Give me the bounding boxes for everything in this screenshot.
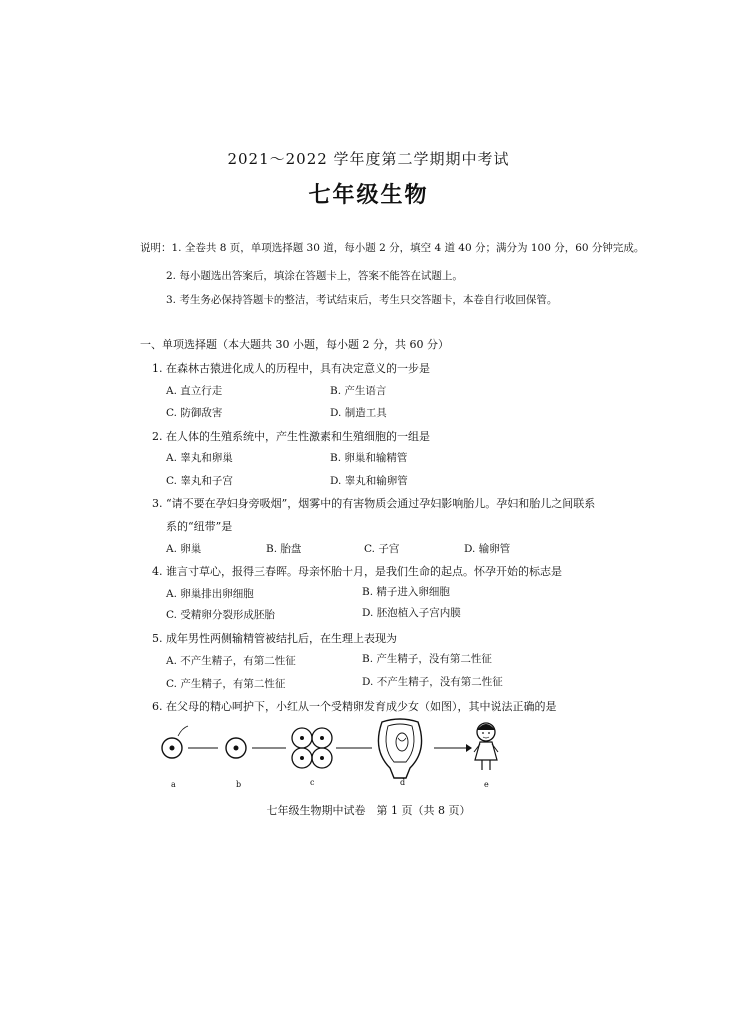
question-1-option-c: C. 防御敌害 (166, 407, 223, 419)
stage-a-egg-icon (162, 726, 188, 758)
question-3-option-a: A. 卵巢 (166, 543, 202, 555)
exam-title: 2021～2022 学年度第二学期期中考试 (227, 150, 510, 168)
question-5-option-d: D. 不产生精子，没有第二性征 (362, 676, 503, 688)
question-2-option-b: B. 卵巢和输精管 (330, 452, 408, 464)
section-heading: 一、单项选择题（本大题共 30 小题，每小题 2 分，共 60 分） (140, 338, 449, 351)
page-footer: 七年级生物期中试卷 第 1 页（共 8 页） (266, 804, 471, 817)
figure-label-a: a (171, 780, 176, 789)
question-4-option-b: B. 精子进入卵细胞 (362, 586, 450, 598)
instruction-line-1: 说明：1. 全卷共 8 页，单项选择题 30 道，每小题 2 分，填空 4 道 40 分；满分为 100 分，60 分钟完成。 (140, 242, 645, 254)
figure-label-d: d (400, 778, 406, 787)
instruction-line-2: 2. 每小题选出答案后，填涂在答题卡上，答案不能答在试题上。 (166, 270, 463, 282)
development-diagram (150, 714, 510, 794)
question-5-option-b: B. 产生精子，没有第二性征 (362, 653, 492, 665)
figure-label-e: e (484, 780, 489, 789)
question-1-stem: 1. 在森林古猿进化成人的历程中，具有决定意义的一步是 (152, 362, 430, 375)
figure-label-c: c (310, 778, 315, 787)
subject-title: 七年级生物 (308, 182, 429, 208)
question-3-option-c: C. 子宫 (364, 543, 400, 555)
instruction-line-3: 3. 考生务必保持答题卡的整洁，考试结束后，考生只交答题卡，本卷自行收回保管。 (166, 294, 558, 306)
stage-d-fetus-icon (378, 719, 421, 778)
question-1-option-b: B. 产生语言 (330, 385, 387, 397)
question-4-option-c: C. 受精卵分裂形成胚胎 (166, 609, 275, 621)
question-3-option-b: B. 胎盘 (266, 543, 302, 555)
question-2-option-a: A. 睾丸和卵巢 (166, 452, 233, 464)
figure-label-b: b (236, 780, 242, 789)
question-3-stem-continued: 系的“纽带”是 (166, 520, 233, 533)
question-4-option-a: A. 卵巢排出卵细胞 (166, 588, 254, 600)
stage-e-girl-icon (474, 723, 498, 770)
question-1-option-d: D. 制造工具 (330, 407, 387, 419)
question-5-option-c: C. 产生精子，有第二性征 (166, 678, 286, 690)
question-2-option-d: D. 睾丸和输卵管 (330, 475, 408, 487)
stage-b-zygote-icon (226, 738, 246, 758)
question-2-option-c: C. 睾丸和子宫 (166, 475, 233, 487)
question-4-stem: 4. 谁言寸草心，报得三春晖。母亲怀胎十月，是我们生命的起点。怀孕开始的标志是 (152, 565, 562, 578)
question-4-option-d: D. 胚泡植入子宫内膜 (362, 607, 461, 619)
question-1-option-a: A. 直立行走 (166, 385, 223, 397)
question-2-stem: 2. 在人体的生殖系统中，产生性激素和生殖细胞的一组是 (152, 430, 430, 443)
question-5-option-a: A. 不产生精子，有第二性征 (166, 655, 296, 667)
stage-c-cell-division-icon (292, 728, 332, 768)
question-3-option-d: D. 输卵管 (464, 543, 511, 555)
question-3-stem: 3. “请不要在孕妇身旁吸烟”，烟雾中的有害物质会通过孕妇影响胎儿。孕妇和胎儿之间联系 (152, 497, 596, 510)
question-6-stem: 6. 在父母的精心呵护下，小红从一个受精卵发育成少女（如图），其中说法正确的是 (152, 700, 557, 713)
development-figure (150, 714, 510, 794)
question-5-stem: 5. 成年男性两侧输精管被结扎后，在生理上表现为 (152, 632, 397, 645)
